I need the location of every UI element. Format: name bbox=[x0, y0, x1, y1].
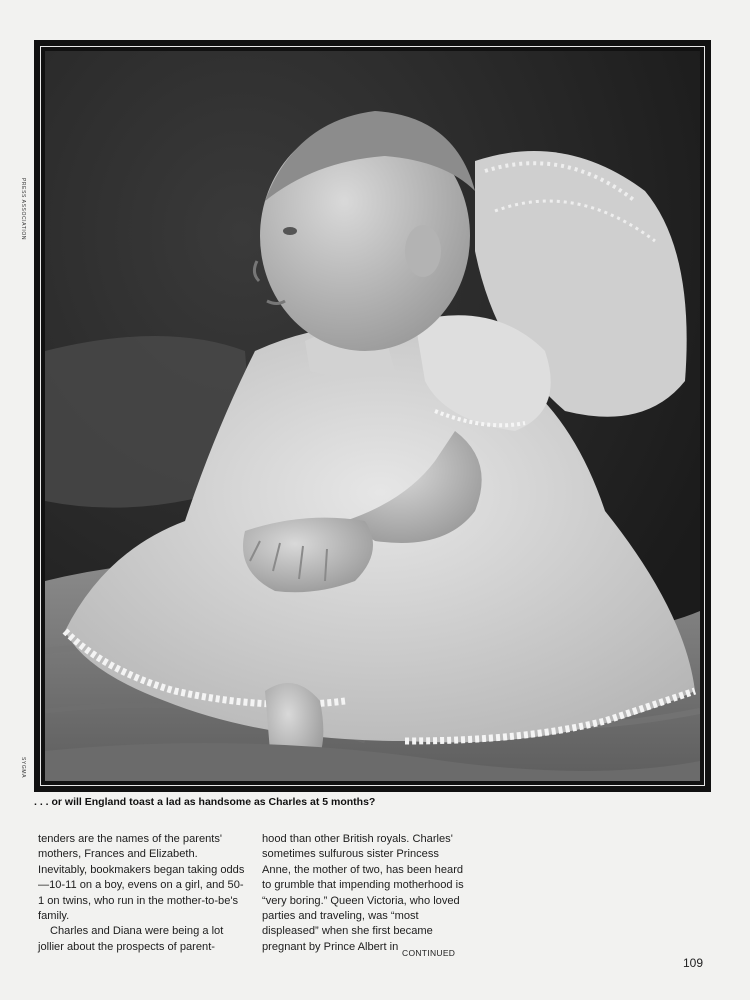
photo-caption: . . . or will England toast a lad as handsome as Charles at 5 months? bbox=[34, 796, 376, 808]
continued-label: CONTINUED bbox=[402, 948, 456, 958]
paragraph: tenders are the names of the parents' mothers, Frances and Elizabeth. Inevitably, bookmakers began taking odds—10-11 on a boy, evens on a girl, and 50-1 on twins, who run in the mother-to-be's family. bbox=[38, 833, 245, 923]
page-number: 109 bbox=[683, 956, 704, 970]
photo-credit-bottom: SYGMA bbox=[20, 757, 26, 779]
baby-photo-illustration bbox=[45, 51, 700, 781]
baby-photo bbox=[45, 51, 700, 781]
article-column-right bbox=[262, 832, 470, 955]
paragraph: Charles and Diana were being a lot jollier about the prospects of parent- bbox=[38, 925, 224, 953]
photo-frame bbox=[34, 40, 711, 792]
article-column-left bbox=[38, 832, 246, 955]
paragraph: hood than other British royals. Charles' sometimes sulfurous sister Princess Anne, the mother of two, has been heard to grumble that impending motherhood is “very boring.” Queen Victoria, who loved parties and traveling, was “most displeased” when she first became pregnant by Prince Albert in bbox=[262, 833, 464, 953]
photo-credit-top: PRESS ASSOCIATION bbox=[20, 178, 26, 241]
